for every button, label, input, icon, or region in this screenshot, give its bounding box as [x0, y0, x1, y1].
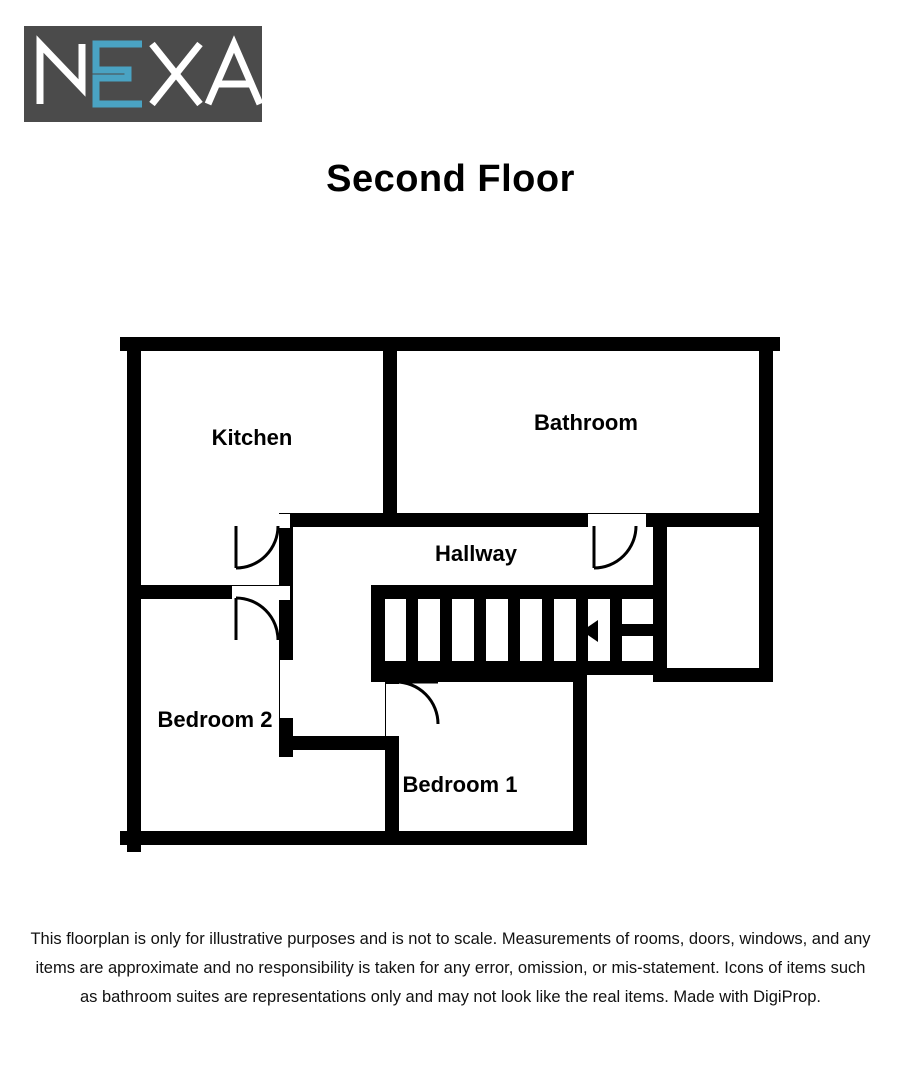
door-bathroom-icon: [594, 526, 636, 568]
door-bedroom-1-icon: [396, 682, 438, 724]
room-label-bedroom-2: Bedroom 2: [157, 707, 273, 732]
disclaimer-text: This floorplan is only for illustrative purposes and is not to scale. Measurements of rooms, doors, windows, and any items are approximate and no responsibility is taken for any error, omission, or mis-statement. Icons of items such as bathroom suites are representations only and may not look like the real items. Made with DigiProp.: [30, 930, 871, 1006]
nexa-logo: [24, 26, 262, 122]
room-label-hallway: Hallway: [435, 541, 517, 566]
floorplan-diagram: [120, 330, 780, 870]
room-label-bedroom-1: Bedroom 1: [402, 772, 518, 797]
page-title: Second Floor: [326, 158, 575, 200]
door-kitchen-icon: [236, 526, 278, 568]
room-label-bathroom: Bathroom: [534, 410, 638, 435]
door-bedroom-2-icon: [236, 598, 278, 640]
room-label-kitchen: Kitchen: [211, 425, 293, 450]
